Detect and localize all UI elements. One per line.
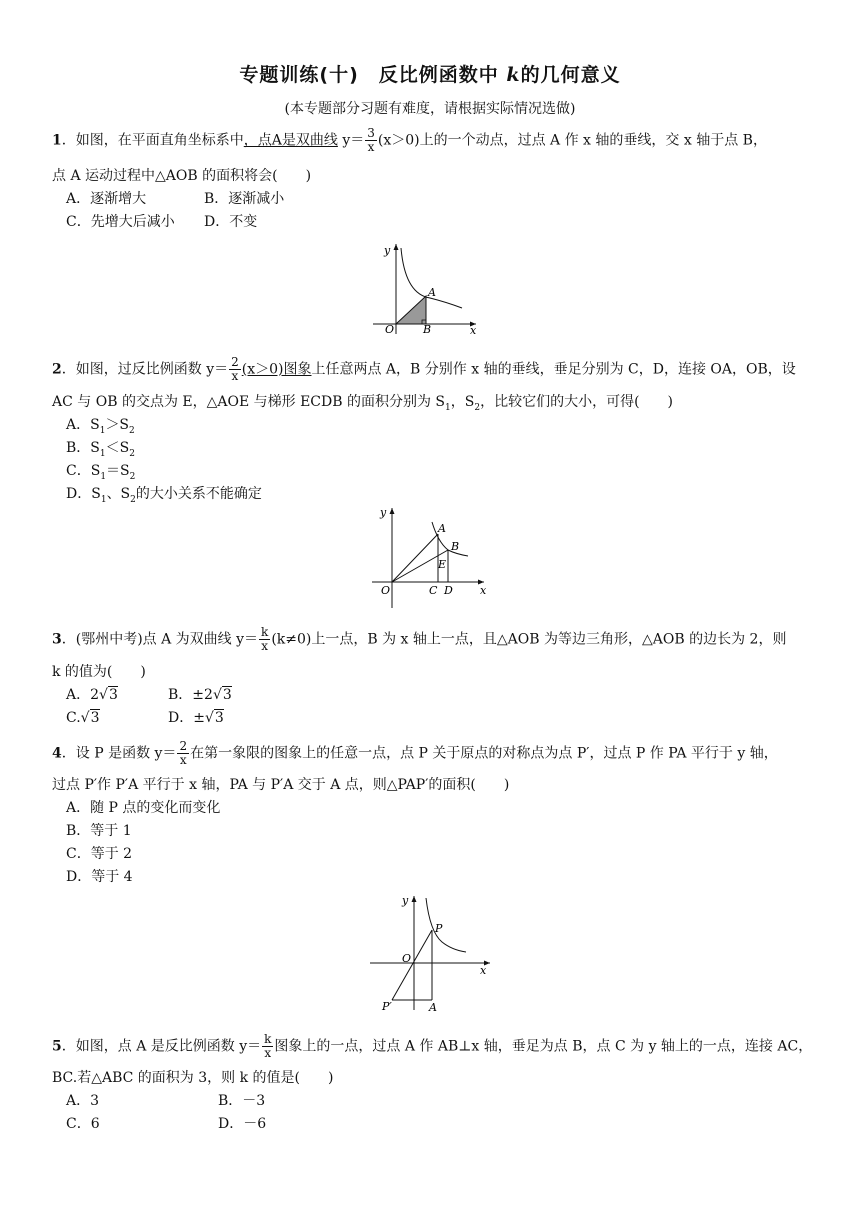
fraction-3-over-x: $\frac{3}{x}$ <box>367 126 375 154</box>
q1-option-d[interactable]: D．不变 <box>204 214 258 230</box>
label-a: A <box>429 1001 437 1014</box>
q2-figure <box>368 504 492 612</box>
q1-option-a[interactable]: A．逐渐增大 <box>66 191 147 207</box>
segment-oa <box>392 534 438 582</box>
q2-option-c[interactable]: C．$S_1=S_2$ <box>66 463 136 482</box>
triangle-aob <box>396 296 426 324</box>
label-y: y <box>384 244 391 257</box>
label-d: D <box>444 584 453 597</box>
label-p: P <box>435 922 443 935</box>
label-y: y <box>402 894 409 907</box>
label-x: x <box>480 584 487 597</box>
page-title: 专题训练(十) 反比例函数中 k的几何意义 <box>239 64 621 86</box>
question-1-line-1: 1．如图，在平面直角坐标系中，点A是双曲线 y＝ $\frac{3}{x}$ (x＞0)上的一个动点，过点 A 作 x 轴的垂线，交 x 轴于点 B， <box>52 126 767 154</box>
label-o: O <box>381 584 391 597</box>
label-y: y <box>380 506 387 519</box>
q3-option-b[interactable]: B．±2√3 <box>168 687 232 703</box>
y-axis-arrow-icon <box>394 244 399 250</box>
fraction-2-over-x: $\frac{2}{x}$ <box>179 739 188 767</box>
q5-option-a[interactable]: A．3 <box>66 1093 100 1109</box>
q4-figure <box>366 892 496 1016</box>
question-3-line-1: 3．(鄂州中考)点 A 为双曲线 y＝ $\frac{k}{x}$ (k≠0)上一点，B 为 x 轴上一点，且△AOB 为等边三角形，△AOB 的边长为 2，则 <box>52 625 787 653</box>
question-4-line-1: 4．设 P 是函数 y＝ $\frac{2}{x}$ 在第一象限的图象上的任意一点，点 P 关于原点的对称点为点 P′，过点 P 作 PA 平行于 y 轴， <box>52 739 778 767</box>
question-5-line-1: 5．如图，点 A 是反比例函数 y＝ $\frac{k}{x}$ 图象上的一点，过点 A 作 AB⊥x 轴，垂足为点 B，点 C 为 y 轴上的一点，连接 AC， <box>52 1032 813 1060</box>
question-3-line-2: k 的值为( ) <box>52 664 146 680</box>
q3-option-d[interactable]: D．±√3 <box>168 710 224 726</box>
label-b: B <box>423 323 432 336</box>
q3-option-c[interactable]: C.√3 <box>66 710 100 726</box>
y-axis-arrow-icon <box>412 896 417 902</box>
hyperbola-curve <box>401 248 462 308</box>
label-x: x <box>480 964 487 977</box>
q5-option-d[interactable]: D．－6 <box>218 1116 267 1132</box>
label-o: O <box>385 323 395 336</box>
fraction-k-over-x: $\frac{k}{x}$ <box>264 1032 272 1060</box>
segment-pp-prime <box>392 930 432 1000</box>
label-c: C <box>429 584 438 597</box>
label-e: E <box>438 558 447 571</box>
q2-option-d[interactable]: D．$S_1$、$S_2$的大小关系不能确定 <box>66 486 262 505</box>
question-2-line-1: 2．如图，过反比例函数 y＝ $\frac{2}{x}$ (x＞0)图象上任意两点 A，B 分别作 x 轴的垂线，垂足分别为 C，D，连接 OA，OB，设 <box>52 355 796 383</box>
label-p-prime: P′ <box>382 1000 392 1013</box>
q4-option-d[interactable]: D．等于 4 <box>66 869 133 885</box>
fraction-2-over-x: $\frac{2}{x}$ <box>231 355 239 383</box>
q2-option-b[interactable]: B．$S_1<S_2$ <box>66 440 135 459</box>
q4-option-a[interactable]: A．随 P 点的变化而变化 <box>66 800 221 816</box>
q1-option-b[interactable]: B．逐渐减小 <box>204 191 285 207</box>
q1-option-c[interactable]: C．先增大后减小 <box>66 214 175 230</box>
question-1-line-2: 点 A 运动过程中△AOB 的面积将会( ) <box>52 168 312 184</box>
q4-option-b[interactable]: B．等于 1 <box>66 823 132 839</box>
question-5-line-2: BC.若△ABC 的面积为 3，则 k 的值是( ) <box>52 1070 334 1086</box>
label-o: O <box>402 952 412 965</box>
q5-option-c[interactable]: C．6 <box>66 1116 100 1132</box>
q1-figure <box>368 236 488 336</box>
label-x: x <box>470 324 477 336</box>
q2-option-a[interactable]: A．$S_1>S_2$ <box>66 417 135 436</box>
fraction-k-over-x: $\frac{k}{x}$ <box>261 625 269 653</box>
q4-option-c[interactable]: C．等于 2 <box>66 846 133 862</box>
y-axis-arrow-icon <box>390 508 395 514</box>
q5-option-b[interactable]: B．－3 <box>218 1093 266 1109</box>
label-a: A <box>428 286 436 299</box>
question-4-line-2: 过点 P′作 P′A 平行于 x 轴，PA 与 P′A 交于 A 点，则△PAP′的面积( ) <box>52 777 510 793</box>
label-a: A <box>438 522 446 535</box>
q3-option-a[interactable]: A．2√3 <box>66 687 118 703</box>
question-2-line-2: AC 与 OB 的交点为 E，△AOE 与梯形 ECDB 的面积分别为 $S_1$，$S_2$，比较它们的大小，可得( ) <box>52 394 674 413</box>
page-subtitle: (本专题部分习题有难度，请根据实际情况选做) <box>284 101 576 117</box>
label-b: B <box>451 540 460 553</box>
